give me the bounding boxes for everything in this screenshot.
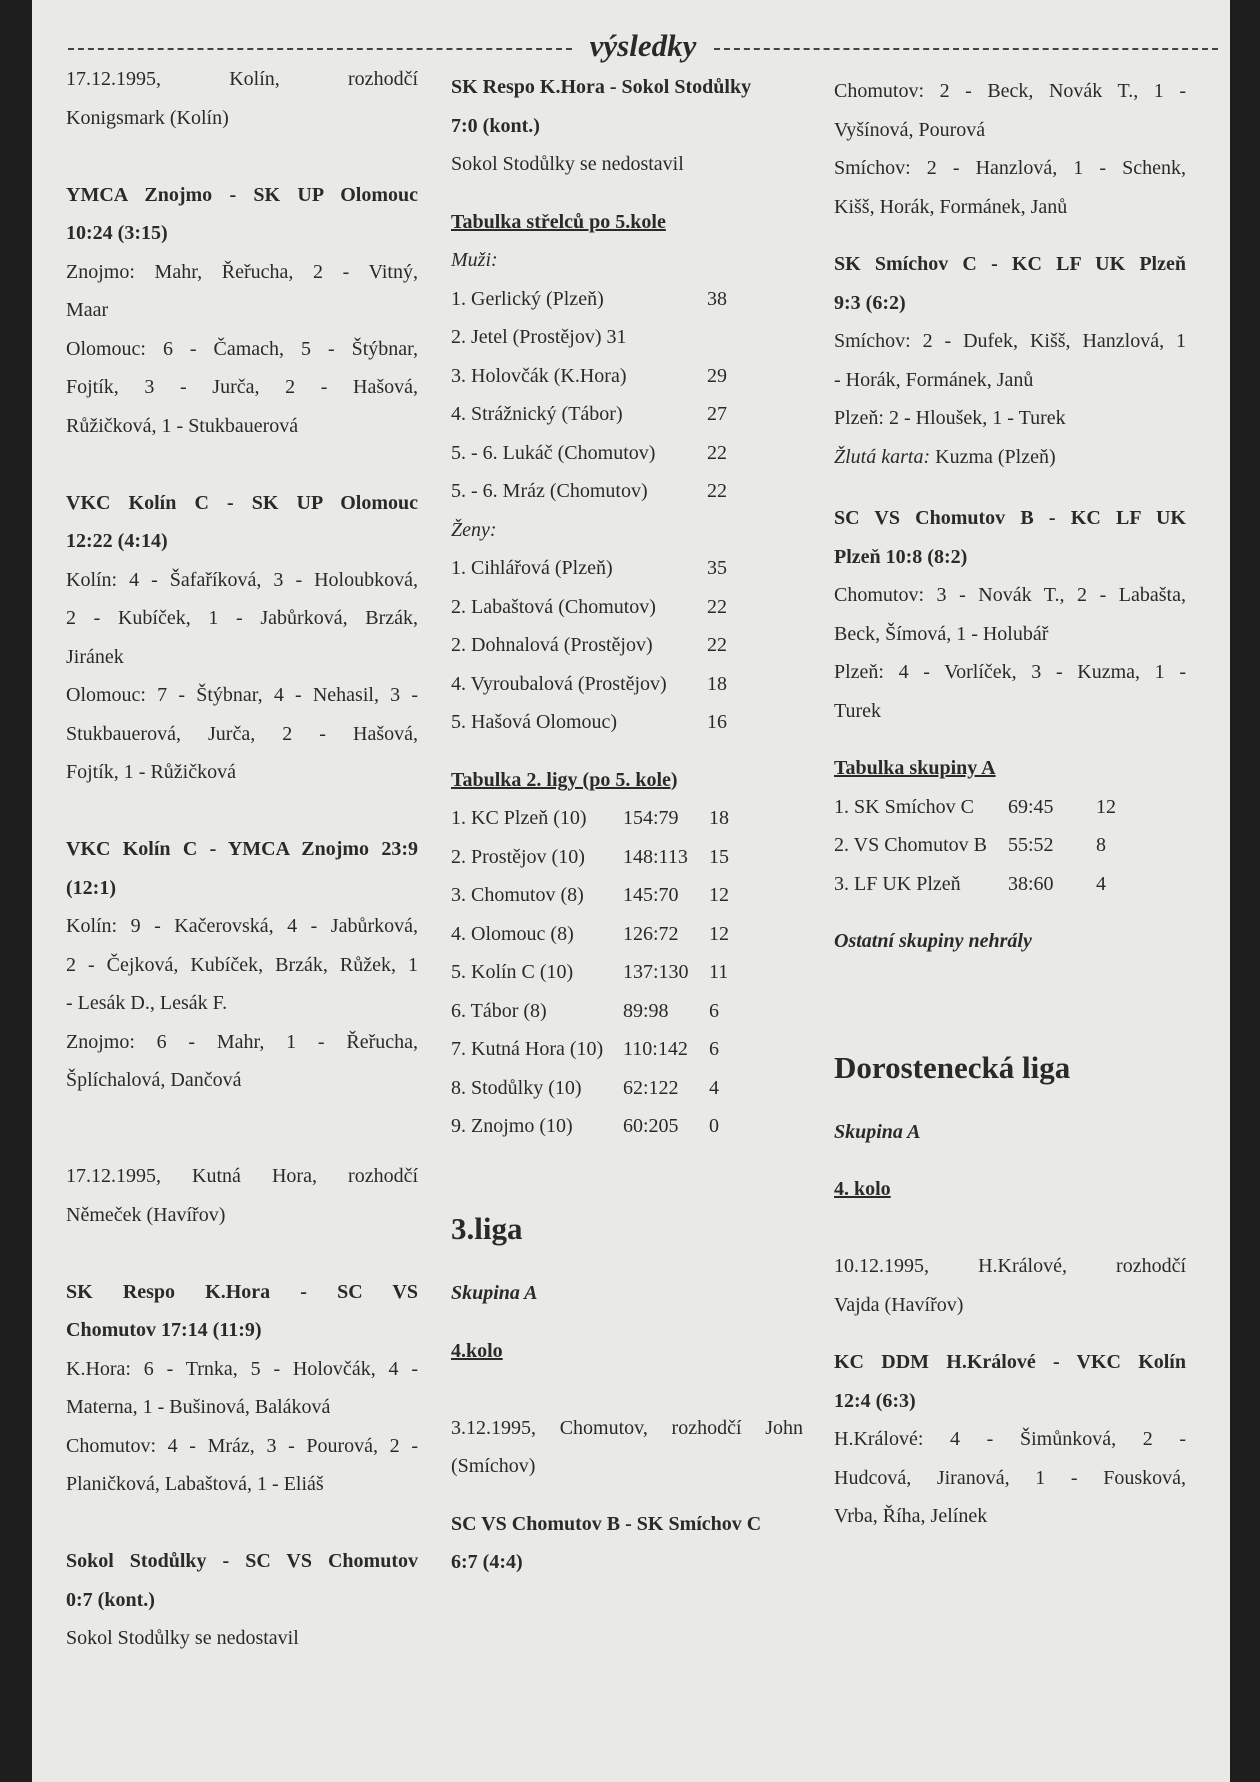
match-scorers: Olomouc: 7 - Štýbnar, 4 - Nehasil, 3 -	[66, 684, 418, 706]
match-scorers: Planičková, Labaštová, 1 - Eliáš	[66, 1473, 324, 1495]
match-venue: 3.12.1995, Chomutov, rozhodčí John	[451, 1416, 803, 1439]
table-row: 1. KC Plzeň (10) 154:79 18	[451, 807, 729, 829]
list-item: 5. - 6. Mráz (Chomutov) 22	[451, 480, 727, 502]
league-heading: 3.liga	[451, 1211, 523, 1246]
match-scorers: Plzeň: 4 - Vorlíček, 3 - Kuzma, 1 -	[834, 661, 1186, 683]
match-scorers: - Lesák D., Lesák F.	[66, 992, 228, 1014]
match-scorers: H.Králové: 4 - Šimůnková, 2 -	[834, 1428, 1186, 1450]
match-score: (12:1)	[66, 876, 116, 899]
league-table-title: Tabulka 2. ligy (po 5. kole)	[451, 768, 678, 791]
match-scorers: Beck, Šímová, 1 - Holubář	[834, 622, 1049, 645]
match-note: Sokol Stodůlky se nedostavil	[66, 1627, 299, 1649]
match-score: 6:7 (4:4)	[451, 1551, 523, 1573]
group-label: Skupina A	[451, 1282, 538, 1304]
match-scorers: Vyšínová, Pourová	[834, 118, 986, 141]
table-row: 8. Stodůlky (10) 62:122 4	[451, 1076, 719, 1099]
table-row: 5. Kolín C (10) 137:130 11	[451, 961, 729, 983]
match-scorers: Turek	[834, 699, 882, 722]
table-row: 4. Olomouc (8) 126:72 12	[451, 922, 729, 945]
column-1	[66, 60, 418, 1658]
men-label: Muži:	[451, 249, 498, 271]
column-3	[834, 60, 1186, 1536]
match-scorers: K.Hora: 6 - Trnka, 5 - Holovčák, 4 -	[66, 1357, 418, 1380]
match-scorers: Jiránek	[66, 645, 124, 668]
match-scorers: Znojmo: Mahr, Řeřucha, 2 - Vitný,	[66, 260, 418, 283]
match-title: VKC Kolín C - SK UP Olomouc	[66, 491, 418, 514]
match-title: Sokol Stodůlky - SC VS Chomutov	[66, 1550, 418, 1572]
list-item: 1. Gerlický (Plzeň) 38	[451, 287, 727, 310]
match-scorers: Chomutov: 3 - Novák T., 2 - Labašta,	[834, 584, 1186, 606]
match-score: 0:7 (kont.)	[66, 1588, 155, 1611]
match-venue: 10.12.1995, H.Králové, rozhodčí	[834, 1255, 1186, 1277]
list-item: 3. Holovčák (K.Hora) 29	[451, 364, 727, 387]
scorers-table-title: Tabulka střelců po 5.kole	[451, 210, 666, 233]
match-scorers: Chomutov: 4 - Mráz, 3 - Pourová, 2 -	[66, 1434, 418, 1457]
match-referee: Vajda (Havířov)	[834, 1293, 964, 1316]
match-scorers: Chomutov: 2 - Beck, Novák T., 1 -	[834, 80, 1186, 102]
group-label: Skupina A	[834, 1120, 921, 1143]
list-item: 4. Strážnický (Tábor) 27	[451, 403, 727, 425]
match-title: YMCA Znojmo - SK UP Olomouc	[66, 183, 418, 206]
women-scorers-list	[451, 549, 803, 742]
others-note: Ostatní skupiny nehrály	[834, 930, 1032, 952]
match-scorers: 2 - Kubíček, 1 - Jabůrková, Brzák,	[66, 607, 418, 629]
list-item: 2. Labaštová (Chomutov) 22	[451, 595, 727, 618]
table-row: 3. Chomutov (8) 145:70 12	[451, 884, 729, 906]
list-item: 2. Dohnalová (Prostějov) 22	[451, 634, 727, 656]
match-note: Sokol Stodůlky se nedostavil	[451, 153, 684, 175]
match-venue: 17.12.1995, Kolín, rozhodčí	[66, 68, 418, 90]
league-heading: Dorostenecká liga	[834, 1049, 1071, 1085]
match-title: VKC Kolín C - YMCA Znojmo 23:9	[66, 838, 418, 860]
match-score: 9:3 (6:2)	[834, 291, 906, 314]
list-item: 2. Jetel (Prostějov) 31	[451, 326, 627, 348]
match-scorers: Znojmo: 6 - Mahr, 1 - Řeřucha,	[66, 1030, 418, 1053]
document-page	[32, 0, 1230, 1782]
match-scorers: Smíchov: 2 - Dufek, Kišš, Hanzlová, 1	[834, 330, 1186, 352]
match-referee: (Smíchov)	[451, 1455, 536, 1477]
women-label: Ženy:	[451, 518, 497, 541]
match-scorers: Materna, 1 - Bušinová, Baláková	[66, 1396, 331, 1418]
match-scorers: Olomouc: 6 - Čamach, 5 - Štýbnar,	[66, 337, 418, 360]
match-scorers: Kolín: 4 - Šafaříková, 3 - Holoubková,	[66, 568, 418, 591]
match-card: Žlutá karta: Kuzma (Plzeň)	[834, 445, 1056, 468]
match-scorers: Šplíchalová, Dančová	[66, 1069, 242, 1091]
match-score: Chomutov 17:14 (11:9)	[66, 1319, 262, 1341]
match-referee: Němeček (Havířov)	[66, 1203, 226, 1226]
match-scorers: Plzeň: 2 - Hloušek, 1 - Turek	[834, 407, 1066, 429]
match-scorers: Hudcová, Jiranová, 1 - Fousková,	[834, 1466, 1186, 1489]
match-scorers: Fojtík, 1 - Růžičková	[66, 761, 236, 783]
table-row: 6. Tábor (8) 89:98 6	[451, 999, 719, 1022]
group-table	[834, 788, 1186, 904]
match-scorers: Maar	[66, 299, 109, 321]
match-title: SC VS Chomutov B - SK Smíchov C	[451, 1512, 762, 1535]
list-item: 5. - 6. Lukáč (Chomutov) 22	[451, 441, 727, 464]
list-item: 1. Cihlářová (Plzeň) 35	[451, 557, 727, 579]
list-item: 4. Vyroubalová (Prostějov) 18	[451, 672, 727, 695]
match-scorers: Růžičková, 1 - Stukbauerová	[66, 414, 299, 437]
match-title: SK Respo K.Hora - SC VS	[66, 1280, 418, 1303]
header-rule-left	[68, 48, 572, 50]
match-scorers: 2 - Čejková, Kubíček, Brzák, Růžek, 1	[66, 953, 418, 976]
table-row: 9. Znojmo (10) 60:205 0	[451, 1115, 719, 1137]
match-title: KC DDM H.Králové - VKC Kolín	[834, 1351, 1186, 1373]
match-scorers: Smíchov: 2 - Hanzlová, 1 - Schenk,	[834, 157, 1186, 179]
match-title: SK Respo K.Hora - Sokol Stodůlky	[451, 76, 752, 98]
match-title: SK Smíchov C - KC LF UK Plzeň	[834, 253, 1186, 275]
men-scorers-list	[451, 280, 803, 511]
match-scorers: Fojtík, 3 - Jurča, 2 - Hašová,	[66, 376, 418, 398]
match-score: 12:22 (4:14)	[66, 530, 168, 552]
match-score: 10:24 (3:15)	[66, 222, 168, 244]
table-row: 7. Kutná Hora (10) 110:142 6	[451, 1038, 719, 1060]
table-row: 2. VS Chomutov B 55:52 8	[834, 834, 1106, 856]
list-item: 5. Hašová Olomouc) 16	[451, 711, 727, 733]
round-label: 4. kolo	[834, 1178, 891, 1200]
match-scorers: - Horák, Formánek, Janů	[834, 368, 1034, 391]
match-score: 12:4 (6:3)	[834, 1389, 916, 1412]
match-score: Plzeň 10:8 (8:2)	[834, 545, 968, 568]
match-scorers: Kišš, Horák, Formánek, Janů	[834, 195, 1068, 218]
column-2	[451, 60, 803, 1582]
round-label: 4.kolo	[451, 1339, 503, 1362]
section-title: výsledky	[589, 28, 697, 63]
group-table-title: Tabulka skupiny A	[834, 757, 996, 779]
match-venue: 17.12.1995, Kutná Hora, rozhodčí	[66, 1165, 418, 1187]
league-table	[451, 799, 803, 1146]
match-scorers: Stukbauerová, Jurča, 2 - Hašová,	[66, 722, 418, 745]
match-score: 7:0 (kont.)	[451, 114, 540, 137]
header-rule-right	[714, 48, 1218, 50]
table-row: 1. SK Smíchov C 69:45 12	[834, 795, 1116, 818]
match-title: SC VS Chomutov B - KC LF UK	[834, 507, 1186, 529]
match-scorers: Kolín: 9 - Kačerovská, 4 - Jabůrková,	[66, 915, 418, 937]
table-row: 3. LF UK Plzeň 38:60 4	[834, 872, 1106, 895]
match-referee: Konigsmark (Kolín)	[66, 106, 229, 129]
match-scorers: Vrba, Říha, Jelínek	[834, 1505, 988, 1527]
table-row: 2. Prostějov (10) 148:113 15	[451, 845, 729, 868]
